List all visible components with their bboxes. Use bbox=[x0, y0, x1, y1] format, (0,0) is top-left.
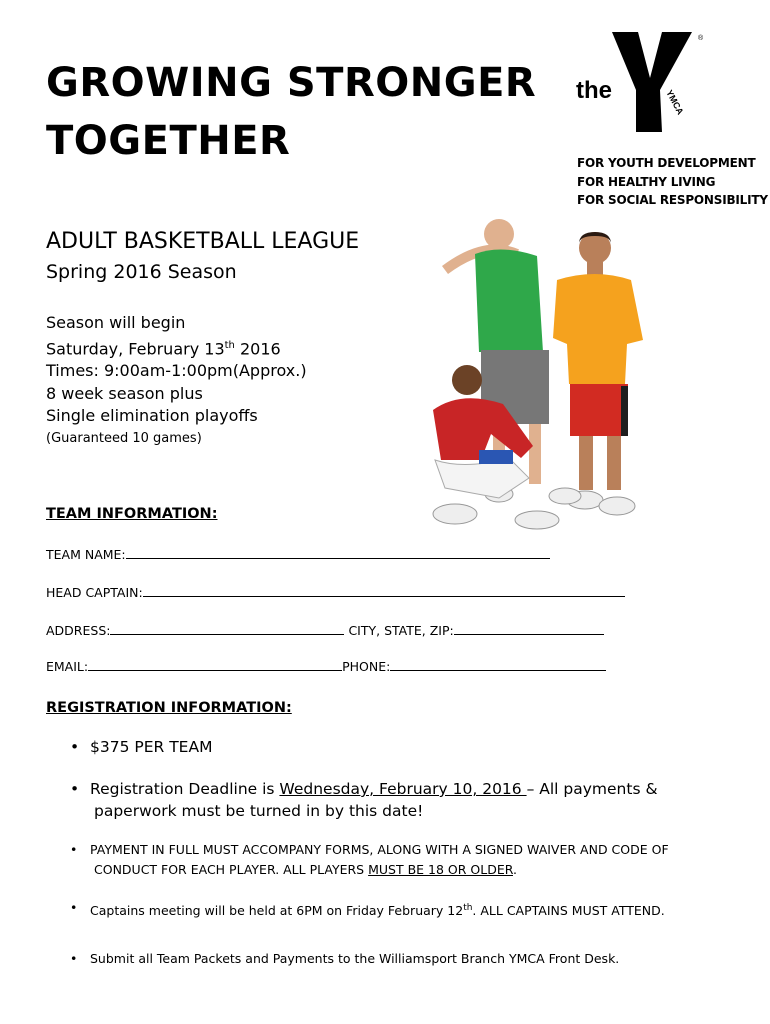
list-item: • PAYMENT IN FULL MUST ACCOMPANY FORMS, ALONG WITH A SIGNED WAIVER AND CODE OF CONDUCT FOR EACH PLAYER. ALL PLAYERS MUST BE 18 OR OLDER. bbox=[52, 840, 742, 880]
playoffs: Single elimination playoffs bbox=[46, 406, 258, 426]
fee: $375 PER TEAM bbox=[90, 738, 213, 756]
game-times: Times: 9:00am-1:00pm(Approx.) bbox=[46, 361, 307, 381]
league-title: ADULT BASKETBALL LEAGUE bbox=[46, 229, 360, 254]
mission-line: FOR SOCIAL RESPONSIBILITY bbox=[577, 193, 768, 207]
logo-word: the bbox=[576, 77, 612, 104]
city-state-zip-label: CITY, STATE, ZIP: bbox=[348, 623, 454, 638]
head-captain-label: HEAD CAPTAIN: bbox=[46, 585, 143, 600]
basketball-players-photo bbox=[425, 214, 665, 544]
email-label: EMAIL: bbox=[46, 659, 89, 674]
mission-statement bbox=[577, 154, 768, 210]
phone-label: PHONE: bbox=[342, 659, 391, 674]
head-captain-row bbox=[46, 584, 625, 600]
list-item: • Captains meeting will be held at 6PM on Friday February 12th. ALL CAPTAINS MUST ATTEND. bbox=[52, 898, 742, 921]
email-field[interactable] bbox=[88, 658, 342, 671]
title-line-1: GROWING STRONGER bbox=[46, 60, 537, 106]
season-name: Spring 2016 Season bbox=[46, 261, 237, 283]
email-phone-row bbox=[46, 658, 606, 674]
y-mark bbox=[612, 32, 692, 132]
city-state-zip-field[interactable] bbox=[454, 622, 604, 635]
list-item: • Registration Deadline is Wednesday, February 10, 2016 – All payments & paperwork must be turned in by this date! bbox=[52, 778, 742, 822]
logo-vertical-text: YMCA bbox=[664, 88, 686, 117]
list-item: • Submit all Team Packets and Payments to the Williamsport Branch YMCA Front Desk. bbox=[52, 949, 742, 969]
address-field[interactable] bbox=[110, 622, 344, 635]
season-begin: Season will begin bbox=[46, 313, 186, 332]
season-date: Saturday, February 13th 2016 bbox=[46, 338, 281, 358]
age-requirement: MUST BE 18 OR OLDER bbox=[368, 862, 513, 877]
address-row bbox=[46, 622, 604, 638]
guarantee: (Guaranteed 10 games) bbox=[46, 430, 202, 446]
deadline-date: Wednesday, February 10, 2016 bbox=[279, 780, 527, 798]
address-label: ADDRESS: bbox=[46, 623, 111, 638]
team-name-label: TEAM NAME: bbox=[46, 547, 126, 562]
team-info-heading: TEAM INFORMATION: bbox=[46, 506, 218, 522]
mission-line: FOR HEALTHY LIVING bbox=[577, 174, 716, 189]
team-name-row bbox=[46, 546, 550, 562]
season-details bbox=[46, 312, 307, 450]
title-line-2: TOGETHER bbox=[46, 118, 291, 164]
registration-list bbox=[52, 736, 742, 969]
mission-line: FOR YOUTH DEVELOPMENT bbox=[577, 156, 756, 170]
registered-mark: ® bbox=[698, 35, 704, 42]
phone-field[interactable] bbox=[390, 658, 606, 671]
player-orange-shirt bbox=[553, 232, 643, 515]
page-title bbox=[46, 54, 536, 170]
head-captain-field[interactable] bbox=[143, 584, 625, 597]
ymca-logo bbox=[574, 30, 734, 140]
weeks: 8 week season plus bbox=[46, 383, 203, 403]
team-name-field[interactable] bbox=[126, 546, 550, 559]
list-item bbox=[52, 736, 742, 758]
registration-heading: REGISTRATION INFORMATION: bbox=[46, 700, 292, 716]
